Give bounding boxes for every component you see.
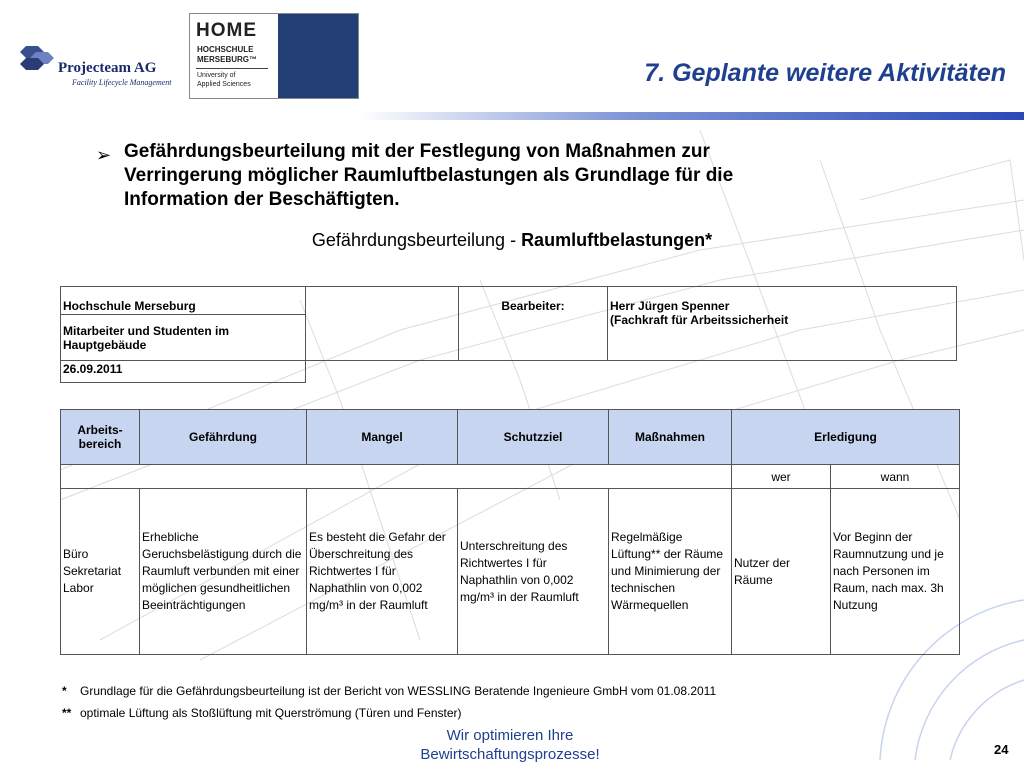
logo-university-text: University of (197, 72, 236, 79)
footnote-2 (62, 706, 462, 720)
projecteam-name: Projecteam AG (58, 60, 157, 76)
slogan-line-2: Bewirtschaftungsprozesse! (420, 746, 600, 763)
editor-role: (Fachkraft für Arbeitssicherheit (610, 313, 789, 327)
bullet-line-3: Information der Beschäftigten. (124, 189, 400, 210)
slogan-line-1: Wir optimieren Ihre (446, 727, 574, 744)
hochschule-merseburg-logo (189, 13, 359, 99)
header-defect: Mangel (307, 410, 458, 465)
subheader-who: wer (732, 465, 831, 489)
editor-label-cell: Bearbeiter: (459, 287, 608, 361)
footnote-2-text: optimale Lüftung als Stoßlüftung mit Querströmung (Türen und Fenster) (80, 706, 462, 720)
blank-cell (306, 287, 459, 361)
date-cell: 26.09.2011 (61, 361, 306, 383)
subheader-when: wann (831, 465, 960, 489)
group-cell: Mitarbeiter und Studenten im Hauptgebäude (61, 315, 306, 361)
row-who: Nutzer der Räume (732, 489, 831, 655)
subtitle-bold: Raumluftbelastungen* (521, 230, 713, 250)
row-defect: Es besteht die Gefahr der Überschreitung des Richtwertes I für Naphathlin von 0,002 mg/m³ in der Raumluft (307, 489, 458, 655)
editor-cell (608, 287, 957, 361)
header-area: Arbeits-bereich (61, 410, 140, 465)
projecteam-tagline: Facility Lifecycle Management (72, 78, 172, 87)
logo-blue-panel (278, 14, 358, 98)
empty-cell (306, 361, 957, 383)
logo-divider (196, 68, 268, 69)
logo-applied-text: Applied Sciences (197, 81, 251, 88)
footnote-1-mark: * (62, 684, 67, 698)
row-when: Vor Beginn der Raumnutzung und je nach Personen im Raum, nach max. 3h Nutzung (831, 489, 960, 655)
bullet-text (124, 140, 844, 212)
hazard-table (60, 409, 960, 655)
header-done: Erledigung (732, 410, 960, 465)
header-hazard: Gefährdung (140, 410, 307, 465)
bullet-line-2: Verringerung möglicher Raumluftbelastungen als Grundlage für die (124, 165, 734, 186)
footnote-2-mark: ** (62, 706, 72, 720)
bullet-arrow-icon: ➢ (96, 145, 112, 165)
bullet-line-1: Gefährdungsbeurteilung mit der Festlegung von Maßnahmen zur (124, 141, 710, 162)
info-table (60, 286, 957, 383)
org-cell: Hochschule Merseburg (61, 287, 306, 315)
subtitle-plain: Gefährdungsbeurteilung - (311, 230, 522, 250)
footnote-1-text: Grundlage für die Gefährdungsbeurteilung ist der Bericht von WESSLING Beratende Ingenieure GmbH vom 01.08.2011 (80, 684, 717, 698)
header-goal: Schutzziel (458, 410, 609, 465)
logo-home-text: HOME (196, 20, 257, 41)
row-hazard: Erhebliche Geruchsbelästigung durch die Raumluft verbunden mit einer möglichen gesundheitlichen Beeinträchtigungen (140, 489, 307, 655)
subheader-blank (61, 465, 732, 489)
title-gradient-bar (360, 112, 1024, 120)
row-measures: Regelmäßige Lüftung** der Räume und Minimierung der technischen Wärmequellen (609, 489, 732, 655)
row-area: Büro Sekretariat Labor (61, 489, 140, 655)
footnote-1 (62, 684, 716, 698)
projecteam-logo (18, 42, 172, 92)
table-subtitle (0, 230, 1024, 251)
logo-hochschule-text: HOCHSCHULE (197, 45, 254, 54)
logo-merseburg-text: MERSEBURG™ (197, 55, 258, 64)
page-title: 7. Geplante weitere Aktivitäten (644, 59, 1006, 87)
slogan (360, 726, 660, 764)
page-number: 24 (994, 742, 1009, 757)
editor-name: Herr Jürgen Spenner (610, 299, 730, 313)
header-measures: Maßnahmen (609, 410, 732, 465)
row-goal: Unterschreitung des Richtwertes I für Naphathlin von 0,002 mg/m³ in der Raumluft (458, 489, 609, 655)
